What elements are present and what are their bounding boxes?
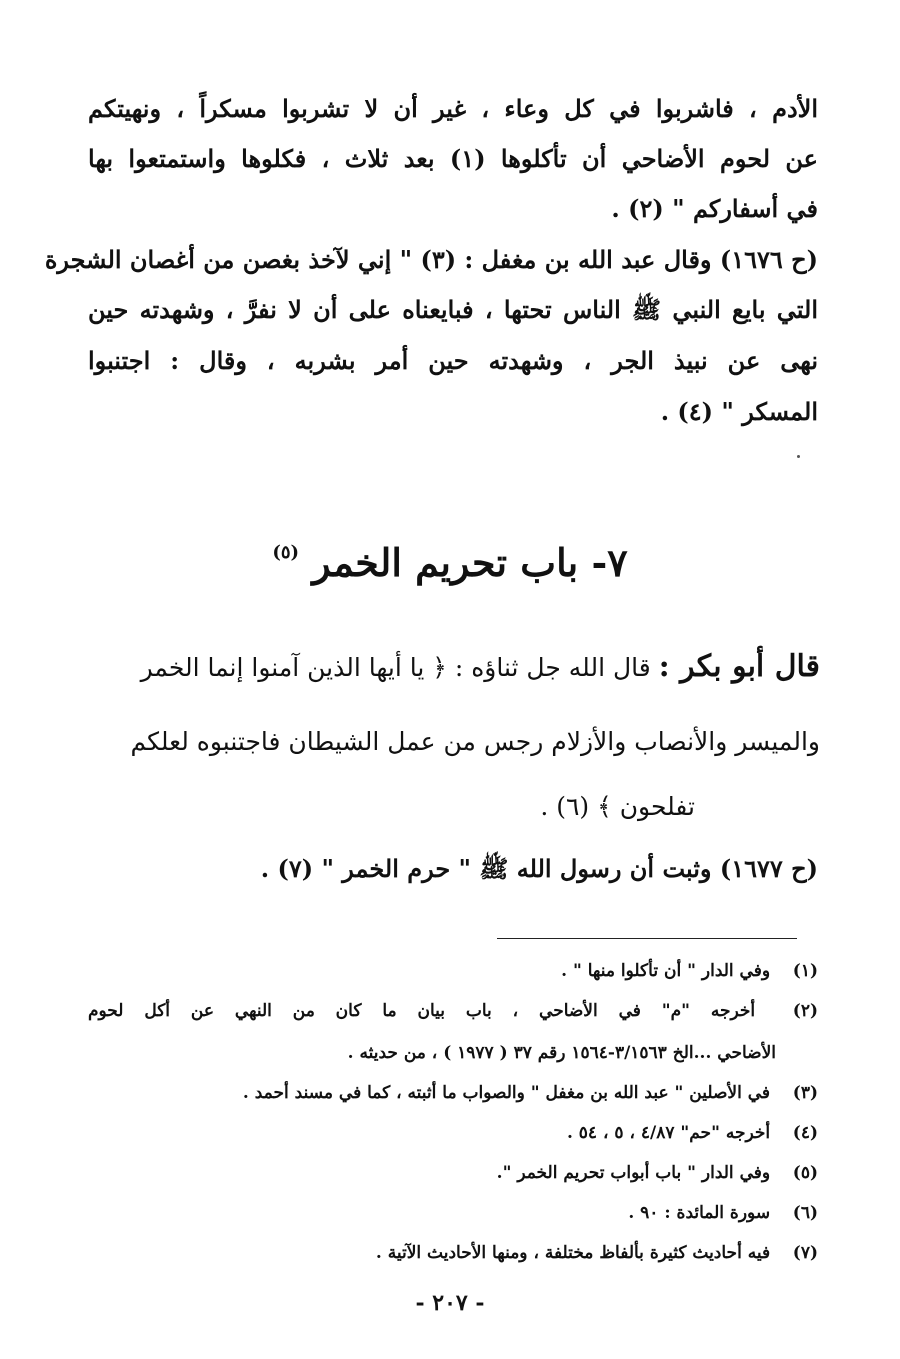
footnote-number: (٢): [792, 1001, 818, 1021]
footnote-4: [88, 1120, 818, 1146]
text-line-3: في أسفاركم " (٢) .: [611, 194, 818, 223]
text-line-2: عن لحوم الأضاحي أن تأكلوها (١) بعد ثلاث ، فكلوها واستمتعوا بها: [88, 144, 818, 173]
footnote-2: [88, 998, 818, 1024]
footnote-text: أخرجه "حم" ٤/٨٧ ، ٥ ، ٥٤ .: [566, 1123, 771, 1143]
footnote-separator: [497, 938, 797, 939]
footnote-1: [88, 958, 818, 984]
chapter-title: ٧- باب تحريم الخمر: [312, 540, 628, 585]
footnote-number: (٦): [792, 1203, 818, 1223]
footnote-7: [88, 1240, 818, 1266]
ink-speck: [797, 455, 800, 458]
footnote-3: [88, 1080, 818, 1106]
footnote-text: وفي الدار " أن تأكلوا منها " .: [561, 961, 771, 981]
footnote-5: [88, 1160, 818, 1186]
verse-line-3: تفلحون ﴾ (٦) .: [540, 792, 695, 821]
footnote-text: في الأصلين " عبد الله بن مغفل " والصواب ما أثبته ، كما في مسند أحمد .: [242, 1083, 771, 1103]
page-number: - ٢٠٧ -: [415, 1290, 485, 1316]
hadith-1676-line-1: (ح ١٦٧٦) وقال عبد الله بن مغفل : (٣) " إني لآخذ بغصن من أغصان الشجرة: [44, 245, 818, 274]
footnote-number: (٧): [792, 1243, 818, 1263]
chapter-heading: [0, 525, 900, 591]
footnote-text: فيه أحاديث كثيرة بألفاظ مختلفة ، ومنها الأحاديث الآتية .: [375, 1243, 771, 1263]
footnote-6: [88, 1200, 818, 1226]
hadith-1676-line-3: نهى عن نبيذ الجر ، وشهدته حين أمر بشربه ، وقال : اجتنبوا: [88, 346, 818, 375]
text-line-1: الأدم ، فاشربوا في كل وعاء ، غير أن لا تشربوا مسكراً ، ونهيتكم: [88, 94, 818, 123]
footnote-text: أخرجه "م" في الأضاحي ، باب بيان ما كان من النهي عن أكل لحوم: [88, 1001, 756, 1021]
footnote-text: سورة المائدة : ٩٠ .: [628, 1203, 771, 1223]
speaker-lead: قال أبو بكر :: [658, 649, 820, 684]
footnote-number: (٣): [792, 1083, 818, 1103]
hadith-1677: (ح ١٦٧٧) وثبت أن رسول الله ﷺ " حرم الخمر " (٧) .: [260, 854, 818, 883]
chapter-footnote-ref: (٥): [272, 542, 300, 563]
footnote-2-continuation: الأضاحي ...الخ ٣/١٥٦٣-١٥٦٤ رقم ٣٧ ( ١٩٧٧ ) ، من حديثه .: [347, 1043, 776, 1063]
verse-line-2: والميسر والأنصاب والأزلام رجس من عمل الشيطان فاجتنبوه لعلكم: [130, 727, 820, 756]
footnote-number: (٤): [792, 1123, 818, 1143]
footnote-text: وفي الدار " باب أبواب تحريم الخمر ".: [496, 1163, 771, 1183]
footnote-number: (٥): [792, 1163, 818, 1183]
hadith-1676-line-4: المسكر " (٤) .: [660, 397, 818, 426]
footnote-number: (١): [792, 961, 818, 981]
verse-line-1-text: قال الله جل ثناؤه : ﴿ يا أيها الذين آمنوا إنما الخمر: [140, 653, 651, 682]
verse-line-1: [140, 649, 820, 685]
hadith-1676-line-2: التي بايع النبي ﷺ الناس تحتها ، فبايعناه على أن لا نفرَّ ، وشهدته حين: [88, 295, 818, 324]
